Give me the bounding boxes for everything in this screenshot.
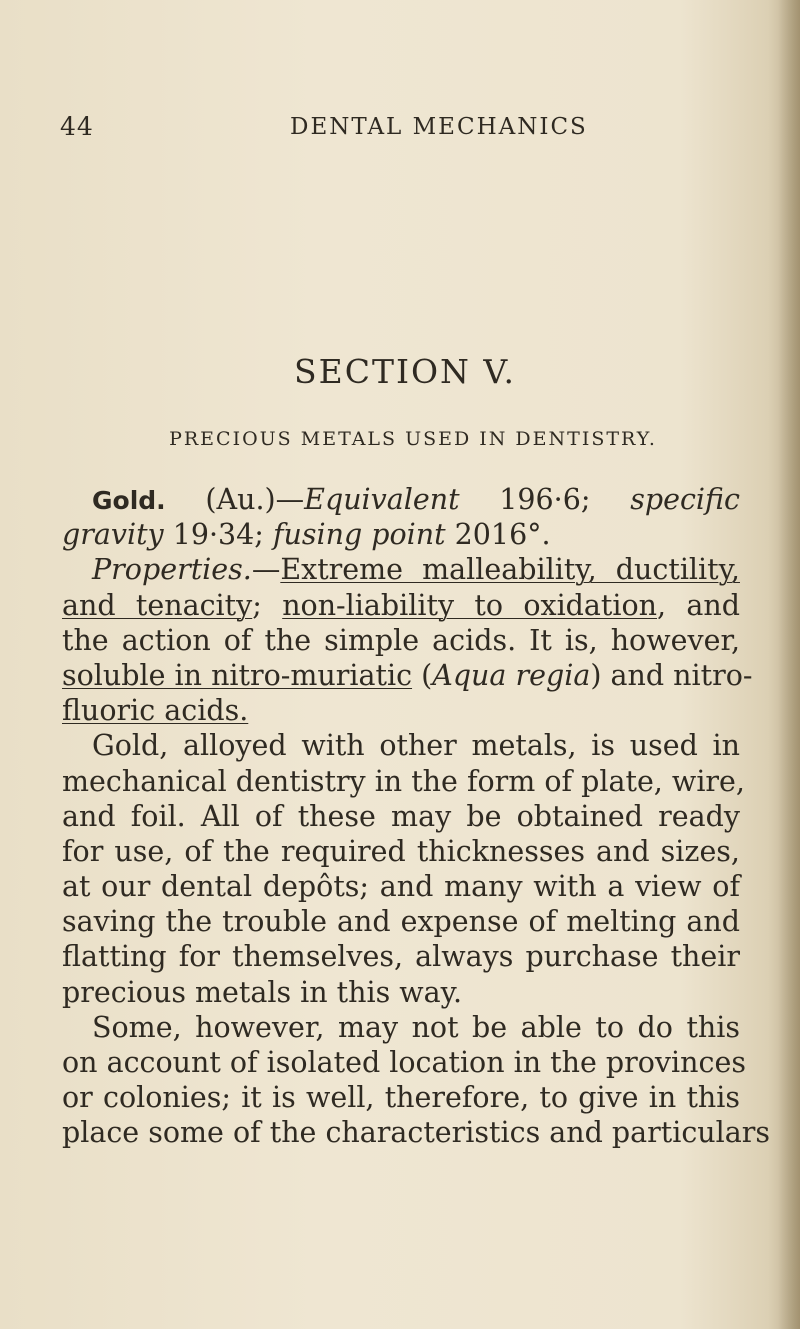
equivalent-value: 196·6; [499,483,591,516]
paren-open: ( [421,658,433,692]
soluble-text: soluble in nitro-muriatic [62,658,413,692]
paragraph-some [62,1010,771,1151]
dash: — [251,553,281,587]
text-line: place some of the characteristics and particulars [62,1116,771,1150]
oxidation-text: non-liability to oxidation [282,588,657,622]
tenacity-text: and tenacity [62,588,253,622]
text-line [62,658,753,693]
nitro-text: ) and nitro- [590,658,753,692]
fusing-point-value: 2016°. [454,518,551,552]
text-line [62,482,740,517]
text-line: for use, of the required thicknesses and sizes, [62,834,740,868]
text-line [62,693,740,728]
text-line [62,588,740,623]
section-subtitle: PRECIOUS METALS USED IN DENTISTRY. [169,428,657,450]
page-number: 44 [60,112,94,141]
running-head [0,112,800,152]
text-line: saving the trouble and expense of melting and [62,905,740,939]
gravity-value: 19·34; [172,518,264,552]
au-symbol: (Au.)— [205,483,305,516]
text-line: mechanical dentistry in the form of plate, wire, [62,764,745,798]
gold-heading: Gold. [92,486,166,515]
fusing-point-label: fusing point [272,518,446,552]
text-line [62,623,740,658]
page-edge-shadow [778,0,800,1329]
text-line [62,552,740,587]
text-line: at our dental depôts; and many with a view of [62,870,740,904]
section-title: SECTION V. [294,352,516,391]
text-line: precious metals in this way. [62,975,463,1009]
gravity-label: gravity [62,518,164,552]
text-line: and foil. All of these may be obtained ready [62,799,740,833]
properties-text: Extreme malleability, ductility, [280,553,740,587]
aqua-regia: Aqua regia [432,658,591,692]
text-line: Gold, alloyed with other metals, is used in [92,729,740,763]
paragraph-alloyed [62,728,745,1010]
acids-line: the action of the simple acids. It is, however, [62,623,740,657]
text-line: or colonies; it is well, therefore, to give in this [62,1081,740,1115]
paragraph-gold-header [62,482,740,552]
fluoric-text: fluoric acids. [62,694,249,728]
text-line: flatting for themselves, always purchase their [62,940,740,974]
and-text: , and [657,588,740,622]
paragraph-properties [62,552,753,728]
text-line [62,517,740,552]
properties-label: Properties. [92,553,252,587]
semicolon: ; [252,588,262,622]
running-title: DENTAL MECHANICS [290,114,588,140]
equivalent-label: Equivalent [304,483,460,516]
text-line: on account of isolated location in the provinces [62,1046,746,1079]
text-line: Some, however, may not be able to do this [92,1010,740,1044]
body-text [62,482,771,1151]
specific-label: specific [630,483,741,516]
